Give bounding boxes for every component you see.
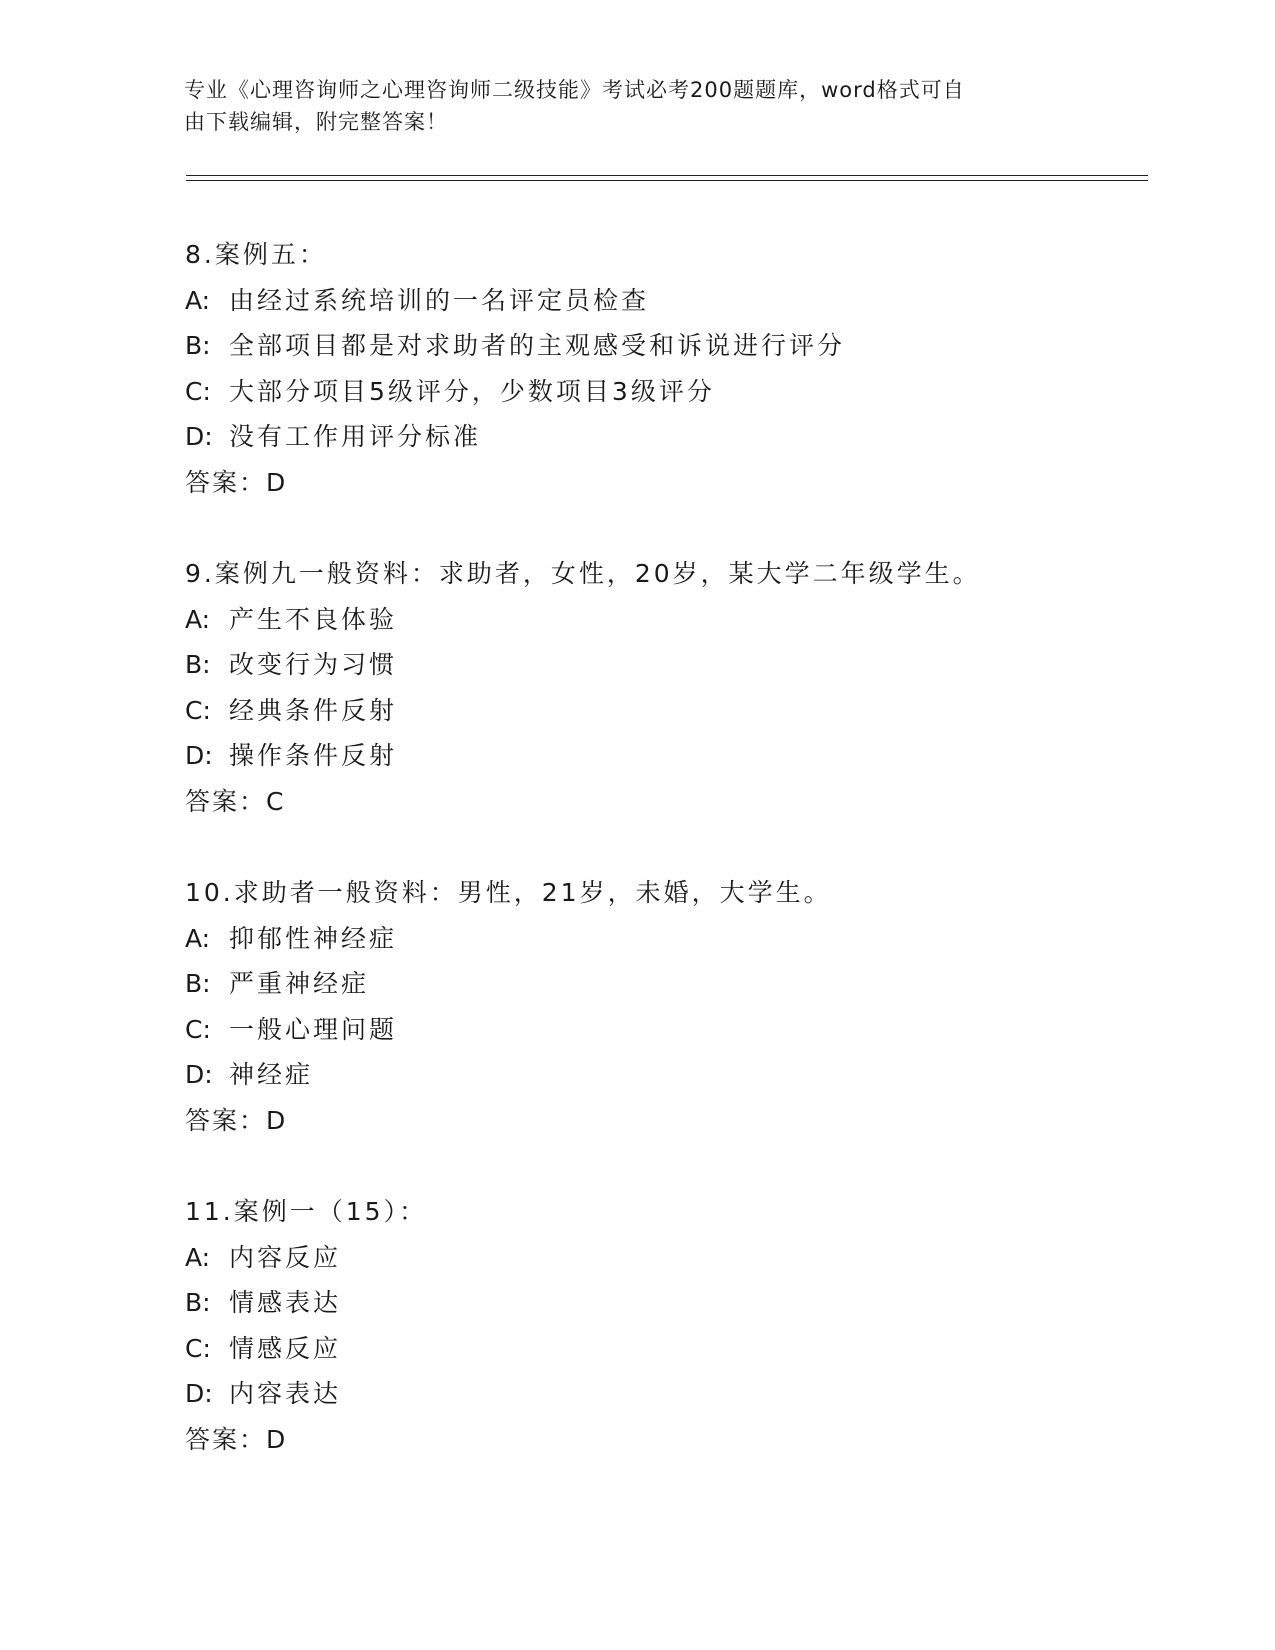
- option-c: [185, 1007, 1145, 1053]
- option-text: 经典条件反射: [229, 695, 398, 725]
- option-letter: A:: [185, 1242, 211, 1272]
- option-a: [185, 1235, 1145, 1281]
- option-letter: B:: [185, 650, 211, 679]
- answer-line: 答案：D: [185, 1105, 288, 1135]
- header-divider-top: [186, 175, 1148, 176]
- option-a: [185, 278, 1145, 324]
- option-text: 产生不良体验: [229, 604, 398, 634]
- option-text: 情感反应: [229, 1333, 342, 1363]
- option-d: [185, 733, 1145, 779]
- option-letter: D:: [185, 1060, 213, 1089]
- option-b: [185, 323, 1145, 369]
- question-stem: 9.案例九一般资料：求助者，女性，20岁，某大学二年级学生。: [185, 559, 981, 588]
- option-letter: A:: [185, 923, 211, 953]
- header-divider-bottom: [186, 180, 1148, 181]
- answer-line: 答案：D: [185, 467, 288, 497]
- option-letter: B:: [185, 1288, 211, 1317]
- option-b: [185, 1280, 1145, 1326]
- option-letter: A:: [185, 604, 211, 634]
- option-letter: C:: [185, 376, 211, 406]
- option-b: [185, 642, 1145, 688]
- option-text: 改变行为习惯: [229, 650, 398, 679]
- option-c: [185, 688, 1145, 734]
- option-letter: B:: [185, 969, 211, 998]
- option-letter: C:: [185, 695, 211, 725]
- option-b: [185, 961, 1145, 1007]
- option-letter: D:: [185, 741, 213, 770]
- option-text: 操作条件反射: [229, 741, 398, 770]
- option-text: 由经过系统培训的一名评定员检查: [229, 285, 650, 315]
- option-d: [185, 1052, 1145, 1098]
- option-c: [185, 1326, 1145, 1372]
- question-10: [185, 870, 1145, 1143]
- option-c: [185, 369, 1145, 415]
- question-stem: 11.案例一（15）：: [185, 1197, 428, 1226]
- question-11: [185, 1189, 1145, 1462]
- question-9: [185, 551, 1145, 824]
- option-d: [185, 414, 1145, 460]
- answer-line: 答案：C: [185, 786, 286, 816]
- option-letter: A:: [185, 285, 211, 315]
- document-header: [184, 74, 1064, 138]
- option-letter: C:: [185, 1014, 211, 1044]
- question-stem: 8.案例五：: [185, 240, 327, 269]
- option-text: 全部项目都是对求助者的主观感受和诉说进行评分: [229, 331, 846, 360]
- option-text: 一般心理问题: [229, 1014, 398, 1044]
- option-text: 情感表达: [229, 1288, 342, 1317]
- question-8: [185, 232, 1145, 505]
- option-letter: B:: [185, 331, 211, 360]
- option-d: [185, 1371, 1145, 1417]
- option-letter: D:: [185, 1379, 213, 1408]
- option-letter: D:: [185, 422, 213, 451]
- option-text: 神经症: [229, 1060, 314, 1089]
- header-line-2: 由下载编辑，附完整答案！: [184, 110, 448, 134]
- answer-line: 答案：D: [185, 1424, 288, 1454]
- option-a: [185, 916, 1145, 962]
- option-text: 严重神经症: [229, 969, 370, 998]
- option-text: 内容表达: [229, 1379, 342, 1408]
- option-a: [185, 597, 1145, 643]
- option-letter: C:: [185, 1333, 211, 1363]
- option-text: 没有工作用评分标准: [229, 422, 482, 451]
- question-stem: 10.求助者一般资料：男性，21岁，未婚，大学生。: [185, 878, 832, 907]
- option-text: 抑郁性神经症: [229, 923, 398, 953]
- option-text: 大部分项目5级评分，少数项目3级评分: [229, 376, 715, 406]
- option-text: 内容反应: [229, 1242, 342, 1272]
- header-line-1: 专业《心理咨询师之心理咨询师二级技能》考试必考200题题库，word格式可自: [184, 78, 965, 102]
- question-list: [185, 232, 1145, 1508]
